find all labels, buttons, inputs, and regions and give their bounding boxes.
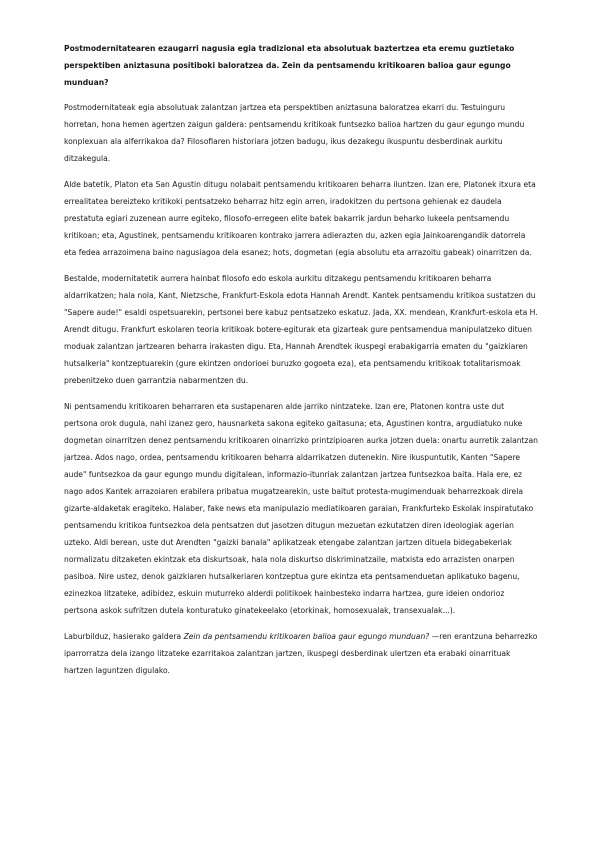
document-title: Postmodernitatearen ezaugarri nagusia egia tradizional eta absolutuak baztertzea eta eremu guztietako perspektiben aniztasuna positiboki baloratzea da. Zein da pentsamendu kritikoaren balioa gaur egungo munduan?: [64, 44, 515, 87]
paragraph-intro: Postmodernitateak egia absolutuak zalantzan jartzea eta perspektiben aniztasuna baloratzea ekarri du. Testuinguru horretan, hona hemen agertzen zaigun galdera: pentsamendu kritikoak funtsezko balioa hartzen du gaur egungo mundu konplexuan ala alferrikakoa da? Filosofiaren historiara jotzen badugu, ikus dezakegu ikuspuntu desberdinak aurkitu ditzakegula.: [64, 103, 525, 163]
conclusion-question: Zein da pentsamendu kritikoaren balioa gaur egungo munduan?: [183, 632, 430, 641]
conclusion-rest: —ren erantzuna beharrezko iparrorratza dela izango litzateke ezarritakoa zalantzan jartzen, ikuspegi desberdinak ulertzen eta erabaki oinarrituak hartzen laguntzen digulako.: [64, 632, 538, 675]
paragraph-modernity: Bestalde, modernitatetik aurrera hainbat filosofo edo eskola aurkitu ditzakegu pentsamendu kritikoaren beharra aldarrikatzen; hala nola, Kant, Nietzsche, Frankfurt-Eskola edota Hannah Arendt. Kantek pentsamendu kritikoa sustatzen du "Sapere aude!" esaldi ospetsuarekin, pertsonei bere kabuz pentsatzeko eskatuz. Jada, XX. mendean, Krankfurt-eskola eta H. Arendt ditugu. Frankfurt eskolaren teoria kritikoak botere-egiturak eta gizarteak gure pentsamendua manipulatzeko dituen moduak zalantzan jartzearen beharra irakasten digu. Eta, Hannah Arendtek ikuspegi erabakigarria ematen du "gaizkiaren hutsalkeria" kontzeptuarekin (gure ekintzen ondorioei buruzko gogoeta eza), eta pentsamendu kritikoak totalitarismoak prebenitzeko duen garrantzia nabarmentzen du.: [64, 274, 538, 385]
document-body: [64, 40, 540, 688]
paragraph-platon-agustin: Alde batetik, Platon eta San Agustin ditugu nolabait pentsamendu kritikoaren beharra iluntzen. Izan ere, Platonek itxura eta errealitatea bereizteko kritikoki pentsatzeko beharraz hitz egin arren, iradokitzen du pertsona gehienak ez daudela prestatuta egiari zuzenean aurre egiteko, filosofo-erregeen elite batek bakarrik jardun beharko lukeela pentsamendu kritikoan; eta, Agustinek, pentsamendu kritikoaren kontrako jarrera adierazten du, azken egia Jainkoarengandik datorrela eta fedea arrazoimena baino nagusiagoa dela esanez; hots, dogmetan (egia absolutu eta arrazoitu gabeak) oinarritzen da.: [64, 180, 536, 257]
conclusion-lead: Laburbilduz, hasierako galdera: [64, 632, 184, 641]
paragraph-opinion: Ni pentsamendu kritikoaren beharraren eta sustapenaren alde jarriko nintzateke. Izan ere, Platonen kontra uste dut pertsona orok dugula, nahi izanez gero, hausnarketa sakona egiteko gaitasuna; eta, Agustinen kontra, argudiatuko nuke dogmetan oinarritzen denez pentsamendu kritikoaren oinarrizko printzipioaren aurka jotzen duela: onartu aurretik zalantzan jartzea. Ados nago, ordea, pentsamendu kritikoaren beharra aldarrikatzen dutenekin. Nire ikuspuntutik, Kanten "Sapere aude" funtsezkoa da gaur egungo mundu digitalean, informazio-itunriak zalantzan jartzea funtsezkoa baita. Hala ere, ez nago ados Kantek arrazoiaren erabilera pribatua mugatzearekin, uste baitut protesta-mugimenduak beharrezkoak direla gizarte-aldaketak eragiteko. Halaber, fake news eta manipulazio mediatikoaren garaian, Frankfurteko Eskolak inspiratutako pentsamendu kritikoa funtsezkoa dela pentsatzen dut jasotzen ditugun mezuetan ezkutatzen diren ideologiak agerian uzteko. Aldi berean, uste dut Arendten "gaizki banala" aplikatzeak etengabe zalantzan jartzen dituela bidegabekeriak normalizatu ditzaketen ekintzak eta diskurtsoak, hala nola diskurtso diskriminatzaile, matxista edo arrazisten onarpen pasiboa. Nire ustez, denok gaizkiaren hutsalkeriaren kontzeptua gure ekintza eta pentsamenduetan aplikatuko bagenu, ezinezkoa litzateke, adibidez, eskuin muturreko alderdi politikoek hainbesteko indarra hartzea, gure ideien ondorioz pertsona askok sufritzen dutela konturatuko ginatekeelako (etorkinak, homosexualak, transexualak...).: [64, 402, 538, 615]
paragraph-conclusion: [64, 628, 540, 679]
